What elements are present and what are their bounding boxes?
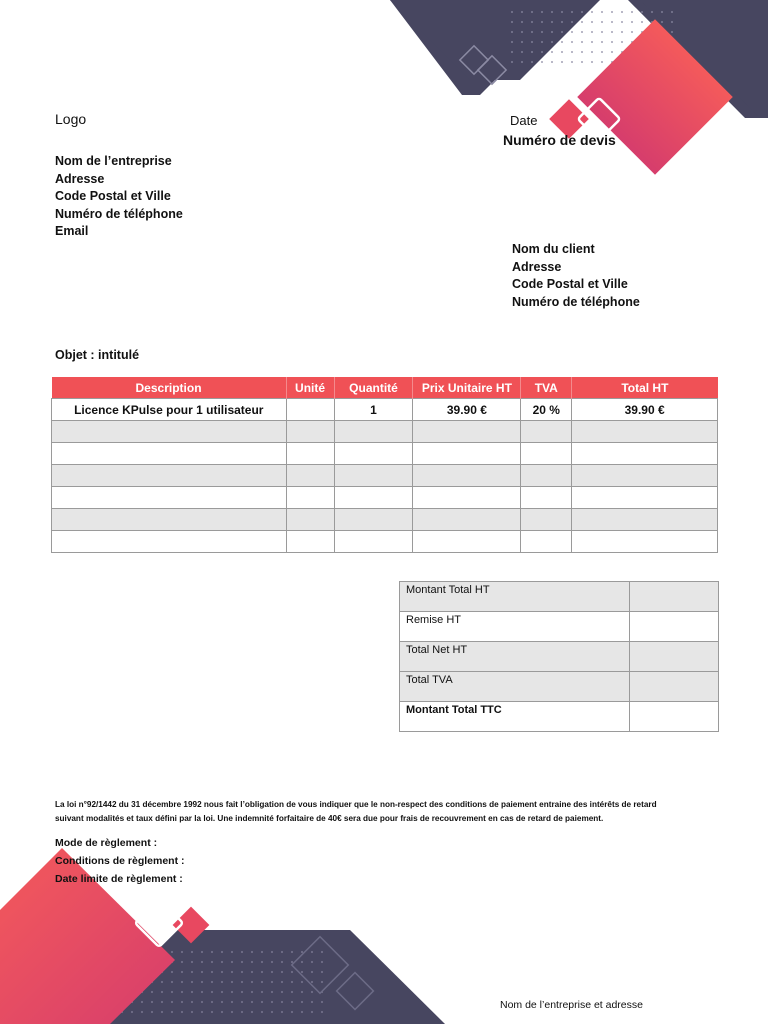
cell-description (52, 421, 287, 443)
cell-description (52, 531, 287, 553)
cell-unit (286, 399, 334, 421)
discount-ht-value (630, 612, 719, 642)
cell-vat (521, 421, 572, 443)
cell-vat (521, 509, 572, 531)
cell-total (572, 487, 718, 509)
cell-description: Licence KPulse pour 1 utilisateur (52, 399, 287, 421)
total-net-ht-label: Total Net HT (400, 642, 630, 672)
cell-quantity (334, 443, 413, 465)
total-ttc-value (630, 702, 719, 732)
col-vat: TVA (521, 377, 572, 399)
client-name: Nom du client (512, 242, 595, 256)
client-phone: Numéro de téléphone (512, 294, 640, 309)
totals-table (399, 581, 719, 732)
cell-description (52, 465, 287, 487)
payment-info (55, 834, 185, 888)
payment-conditions: Conditions de règlement : (55, 855, 185, 867)
cell-total: 39.90 € (572, 399, 718, 421)
items-table-header (52, 377, 718, 399)
total-ht-value (630, 582, 719, 612)
client-postal-city: Code Postal et Ville (512, 277, 628, 291)
totals-row (400, 702, 719, 732)
table-row (52, 421, 718, 443)
cell-vat: 20 % (521, 399, 572, 421)
cell-quantity (334, 465, 413, 487)
cell-quantity (334, 509, 413, 531)
cell-description (52, 443, 287, 465)
company-phone: Numéro de téléphone (55, 206, 183, 221)
payment-mode: Mode de règlement : (55, 837, 158, 849)
cell-unit-price (413, 487, 521, 509)
cell-vat (521, 531, 572, 553)
cell-quantity (334, 421, 413, 443)
legal-notice: La loi n°92/1442 du 31 décembre 1992 nous fait l’obligation de vous indiquer que le non-respect des conditions de paiement entraine des intérêts de retard suivant modalités et taux défini par la loi. Une indemnité forfaitaire de 40€ sera due pour frais de recouvrement en cas de retard de paiement. (55, 800, 657, 823)
client-address: Adresse (512, 259, 562, 274)
cell-unit-price (413, 421, 521, 443)
cell-quantity (334, 531, 413, 553)
col-quantity: Quantité (334, 377, 413, 399)
col-description: Description (52, 377, 287, 399)
cell-vat (521, 443, 572, 465)
quote-number-label: Numéro de devis (503, 132, 616, 148)
company-email: Email (55, 224, 89, 238)
cell-total (572, 465, 718, 487)
cell-total (572, 531, 718, 553)
payment-deadline: Date limite de règlement : (55, 873, 183, 885)
cell-total (572, 443, 718, 465)
cell-quantity (334, 487, 413, 509)
quote-subject: Objet : intitulé (55, 348, 140, 362)
cell-unit-price (413, 509, 521, 531)
totals-row (400, 672, 719, 702)
date-label: Date (510, 113, 538, 128)
cell-unit-price (413, 531, 521, 553)
cell-quantity: 1 (334, 399, 413, 421)
cell-unit-price (413, 443, 521, 465)
col-unit-price: Prix Unitaire HT (413, 377, 521, 399)
cell-total (572, 509, 718, 531)
cell-vat (521, 465, 572, 487)
table-row (52, 399, 718, 421)
cell-vat (521, 487, 572, 509)
table-row (52, 487, 718, 509)
col-total: Total HT (572, 377, 718, 399)
cell-unit-price: 39.90 € (413, 399, 521, 421)
cell-unit (286, 465, 334, 487)
total-ttc-label: Montant Total TTC (400, 702, 630, 732)
totals-row (400, 612, 719, 642)
company-address: Adresse (55, 171, 105, 186)
cell-unit (286, 421, 334, 443)
table-row (52, 531, 718, 553)
discount-ht-label: Remise HT (400, 612, 630, 642)
cell-description (52, 487, 287, 509)
footer-company-address: Nom de l’entreprise et adresse (500, 999, 643, 1011)
total-vat-value (630, 672, 719, 702)
table-row (52, 443, 718, 465)
table-row (52, 509, 718, 531)
cell-total (572, 421, 718, 443)
logo-placeholder: Logo (55, 111, 87, 127)
company-name: Nom de l’entreprise (55, 154, 172, 168)
total-ht-label: Montant Total HT (400, 582, 630, 612)
cell-unit-price (413, 465, 521, 487)
cell-unit (286, 487, 334, 509)
cell-description (52, 509, 287, 531)
company-postal-city: Code Postal et Ville (55, 189, 171, 203)
totals-row (400, 582, 719, 612)
cell-unit (286, 443, 334, 465)
col-unit: Unité (286, 377, 334, 399)
total-vat-label: Total TVA (400, 672, 630, 702)
totals-row (400, 642, 719, 672)
company-info (55, 153, 183, 241)
total-net-ht-value (630, 642, 719, 672)
cell-unit (286, 509, 334, 531)
cell-unit (286, 531, 334, 553)
table-row (52, 465, 718, 487)
client-info (512, 241, 640, 311)
items-table (51, 377, 718, 553)
